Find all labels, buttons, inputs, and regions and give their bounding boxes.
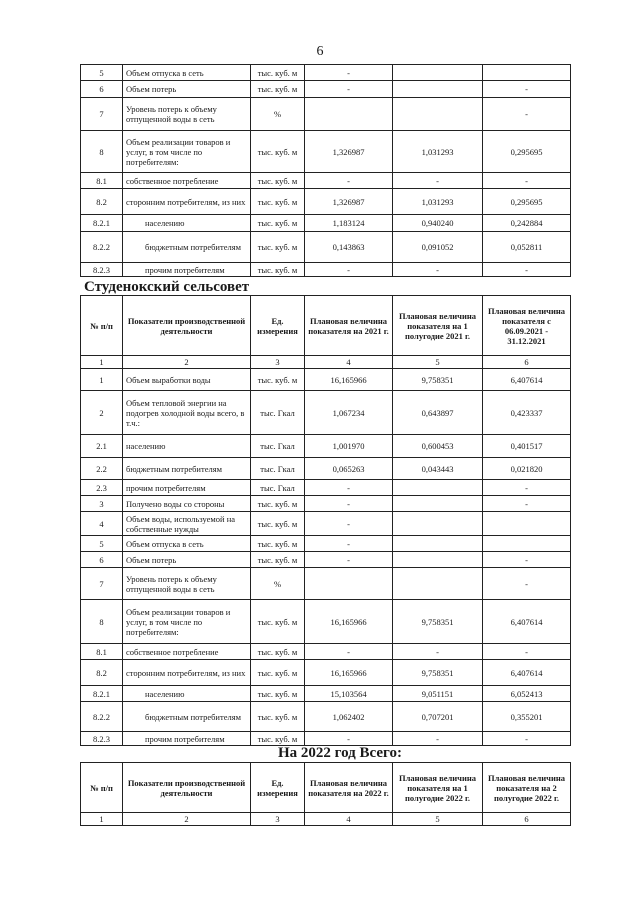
row-value-h2: -	[483, 496, 571, 512]
row-indicator: прочим потребителям	[123, 480, 251, 496]
row-indicator: Объем выработки воды	[123, 369, 251, 391]
row-unit: тыс. куб. м	[251, 732, 305, 746]
row-value-h2: 6,407614	[483, 660, 571, 686]
column-index: 1	[81, 356, 123, 369]
column-header: Ед. измерения	[251, 296, 305, 356]
table-row	[81, 660, 571, 686]
row-value-h1	[393, 480, 483, 496]
page-number: 6	[316, 44, 324, 59]
row-value-h1	[393, 536, 483, 552]
table-water-continued	[80, 64, 571, 277]
row-indicator: населению	[123, 686, 251, 702]
column-header: Плановая величина показателя с 06.09.2021 - 31.12.2021	[483, 296, 571, 356]
row-value-year: -	[305, 512, 393, 536]
row-unit: тыс. куб. м	[251, 189, 305, 215]
column-index: 3	[251, 813, 305, 826]
table-row	[81, 215, 571, 232]
row-value-h1: -	[393, 173, 483, 189]
row-value-h1	[393, 98, 483, 131]
table-row	[81, 536, 571, 552]
row-value-h1: 0,600453	[393, 435, 483, 458]
row-value-h1: 9,758351	[393, 369, 483, 391]
row-unit: тыс. куб. м	[251, 660, 305, 686]
row-indicator: бюджетным потребителям	[123, 702, 251, 732]
column-header: Показатели производственной деятельности	[123, 763, 251, 813]
row-value-year: 0,065263	[305, 458, 393, 480]
row-unit: %	[251, 568, 305, 600]
table-row	[81, 98, 571, 131]
row-value-year: 1,326987	[305, 189, 393, 215]
row-unit: тыс. куб. м	[251, 552, 305, 568]
row-indicator: бюджетным потребителям	[123, 458, 251, 480]
column-index: 5	[393, 356, 483, 369]
row-indicator: прочим потребителям	[123, 263, 251, 277]
row-value-h1	[393, 65, 483, 81]
row-value-h2: -	[483, 263, 571, 277]
row-value-year: 1,062402	[305, 702, 393, 732]
row-indicator: сторонним потребителям, из них	[123, 660, 251, 686]
table-row	[81, 391, 571, 435]
row-unit: тыс. куб. м	[251, 644, 305, 660]
row-indicator: населению	[123, 215, 251, 232]
row-number: 8.2.1	[81, 686, 123, 702]
table-row	[81, 65, 571, 81]
row-unit: тыс. куб. м	[251, 173, 305, 189]
row-unit: тыс. куб. м	[251, 512, 305, 536]
table-row	[81, 732, 571, 746]
row-indicator: бюджетным потребителям	[123, 232, 251, 263]
row-unit: тыс. куб. м	[251, 131, 305, 173]
row-value-h1: 0,043443	[393, 458, 483, 480]
row-number: 2.2	[81, 458, 123, 480]
row-number: 8.2.3	[81, 732, 123, 746]
table-row	[81, 173, 571, 189]
row-value-year: -	[305, 81, 393, 98]
table-row	[81, 686, 571, 702]
column-index: 5	[393, 813, 483, 826]
row-value-h1: 0,091052	[393, 232, 483, 263]
row-unit: тыс. Гкал	[251, 391, 305, 435]
row-value-h2: 0,021820	[483, 458, 571, 480]
section-title-studenok: Студенокский сельсовет	[84, 279, 250, 295]
row-value-h1: -	[393, 644, 483, 660]
row-indicator: собственное потребление	[123, 173, 251, 189]
row-value-h1: 9,758351	[393, 660, 483, 686]
column-header: Ед. измерения	[251, 763, 305, 813]
row-value-year: 1,183124	[305, 215, 393, 232]
row-value-year: 16,165966	[305, 600, 393, 644]
table-row	[81, 496, 571, 512]
row-indicator: сторонним потребителям, из них	[123, 189, 251, 215]
header-row	[81, 763, 571, 813]
table-row	[81, 600, 571, 644]
row-value-year: 0,143863	[305, 232, 393, 263]
table-row	[81, 232, 571, 263]
row-value-h2: 0,401517	[483, 435, 571, 458]
row-unit: тыс. куб. м	[251, 496, 305, 512]
column-header: Показатели производственной деятельности	[123, 296, 251, 356]
column-header: Плановая величина показателя на 1 полугодие 2021 г.	[393, 296, 483, 356]
column-index: 4	[305, 356, 393, 369]
row-unit: тыс. куб. м	[251, 81, 305, 98]
table-row	[81, 512, 571, 536]
row-value-h2	[483, 512, 571, 536]
column-index: 4	[305, 813, 393, 826]
row-number: 8	[81, 600, 123, 644]
table-row	[81, 435, 571, 458]
row-value-year: 15,103564	[305, 686, 393, 702]
column-header: № п/п	[81, 763, 123, 813]
row-indicator: Объем воды, используемой на собственные нужды	[123, 512, 251, 536]
row-unit: тыс. куб. м	[251, 263, 305, 277]
row-value-h2: -	[483, 568, 571, 600]
row-value-h2: -	[483, 644, 571, 660]
row-value-h1: 0,707201	[393, 702, 483, 732]
table-row	[81, 644, 571, 660]
row-number: 2.1	[81, 435, 123, 458]
row-value-year	[305, 98, 393, 131]
row-value-h1: -	[393, 732, 483, 746]
column-index: 2	[123, 813, 251, 826]
row-number: 8.2.2	[81, 232, 123, 263]
row-number: 8.2	[81, 660, 123, 686]
row-value-h1	[393, 496, 483, 512]
row-value-h2	[483, 536, 571, 552]
row-number: 8.2	[81, 189, 123, 215]
row-value-year: 1,067234	[305, 391, 393, 435]
row-value-h2: -	[483, 173, 571, 189]
section-title-2022: На 2022 год Всего:	[278, 745, 402, 761]
row-value-h1	[393, 512, 483, 536]
header-row	[81, 296, 571, 356]
row-value-year: -	[305, 263, 393, 277]
row-value-year: -	[305, 536, 393, 552]
row-value-year: 1,326987	[305, 131, 393, 173]
column-header: Плановая величина показателя на 2022 г.	[305, 763, 393, 813]
column-index: 6	[483, 356, 571, 369]
row-indicator: Уровень потерь к объему отпущенной воды в сеть	[123, 98, 251, 131]
column-header: № п/п	[81, 296, 123, 356]
row-value-h2: 0,052811	[483, 232, 571, 263]
row-indicator: Объем реализации товаров и услуг, в том числе по потребителям:	[123, 131, 251, 173]
table-2022-total	[80, 762, 571, 826]
row-value-year: -	[305, 732, 393, 746]
row-number: 8	[81, 131, 123, 173]
row-value-year: -	[305, 552, 393, 568]
column-index: 6	[483, 813, 571, 826]
row-value-h2: 6,052413	[483, 686, 571, 702]
row-value-h2	[483, 65, 571, 81]
row-value-h2: 0,295695	[483, 189, 571, 215]
row-indicator: собственное потребление	[123, 644, 251, 660]
row-unit: тыс. Гкал	[251, 458, 305, 480]
row-value-h1: 1,031293	[393, 131, 483, 173]
row-unit: тыс. Гкал	[251, 435, 305, 458]
column-index: 1	[81, 813, 123, 826]
index-row	[81, 813, 571, 826]
row-value-year: -	[305, 173, 393, 189]
row-indicator: Объем потерь	[123, 552, 251, 568]
row-indicator: Объем отпуска в сеть	[123, 536, 251, 552]
row-value-h1	[393, 568, 483, 600]
row-indicator: Объем отпуска в сеть	[123, 65, 251, 81]
row-value-h1: 1,031293	[393, 189, 483, 215]
table-row	[81, 568, 571, 600]
row-number: 8.1	[81, 173, 123, 189]
column-header: Плановая величина показателя на 2 полугодие 2022 г.	[483, 763, 571, 813]
row-value-h2: 0,295695	[483, 131, 571, 173]
row-value-year: -	[305, 480, 393, 496]
row-value-h1: -	[393, 263, 483, 277]
row-indicator: Объем тепловой энергии на подогрев холодной воды всего, в т.ч.:	[123, 391, 251, 435]
row-value-h1	[393, 81, 483, 98]
row-indicator: Объем реализации товаров и услуг, в том числе по потребителям:	[123, 600, 251, 644]
row-value-h2: 0,423337	[483, 391, 571, 435]
row-value-year: -	[305, 65, 393, 81]
table-row	[81, 263, 571, 277]
row-number: 8.1	[81, 644, 123, 660]
row-value-year: 16,165966	[305, 660, 393, 686]
row-number: 1	[81, 369, 123, 391]
row-value-h2: 6,407614	[483, 369, 571, 391]
row-unit: тыс. куб. м	[251, 215, 305, 232]
table-studenok	[80, 295, 571, 746]
row-value-h2: 6,407614	[483, 600, 571, 644]
column-index: 3	[251, 356, 305, 369]
row-number: 2	[81, 391, 123, 435]
table-row	[81, 189, 571, 215]
column-index: 2	[123, 356, 251, 369]
row-value-h1: 0,940240	[393, 215, 483, 232]
column-header: Плановая величина показателя на 2021 г.	[305, 296, 393, 356]
row-value-h1: 9,051151	[393, 686, 483, 702]
row-value-h2: -	[483, 98, 571, 131]
row-number: 8.2.1	[81, 215, 123, 232]
row-unit: тыс. куб. м	[251, 686, 305, 702]
row-number: 2.3	[81, 480, 123, 496]
row-indicator: Уровень потерь к объему отпущенной воды в сеть	[123, 568, 251, 600]
index-row	[81, 356, 571, 369]
row-value-h1: 0,643897	[393, 391, 483, 435]
row-unit: тыс. куб. м	[251, 369, 305, 391]
row-value-h2: 0,355201	[483, 702, 571, 732]
row-number: 7	[81, 98, 123, 131]
row-indicator: населению	[123, 435, 251, 458]
table-row	[81, 81, 571, 98]
row-value-h2: -	[483, 81, 571, 98]
row-unit: тыс. куб. м	[251, 65, 305, 81]
row-value-h2: -	[483, 552, 571, 568]
row-unit: тыс. куб. м	[251, 536, 305, 552]
row-number: 7	[81, 568, 123, 600]
row-value-h1	[393, 552, 483, 568]
row-unit: %	[251, 98, 305, 131]
row-value-h1: 9,758351	[393, 600, 483, 644]
row-number: 6	[81, 552, 123, 568]
table-row	[81, 131, 571, 173]
row-value-h2: -	[483, 732, 571, 746]
row-indicator: Получено воды со стороны	[123, 496, 251, 512]
row-value-year: -	[305, 644, 393, 660]
row-indicator: прочим потребителям	[123, 732, 251, 746]
row-unit: тыс. куб. м	[251, 600, 305, 644]
row-value-year: 1,001970	[305, 435, 393, 458]
table-row	[81, 552, 571, 568]
row-number: 3	[81, 496, 123, 512]
table-row	[81, 369, 571, 391]
row-value-year: 16,165966	[305, 369, 393, 391]
table-row	[81, 702, 571, 732]
row-number: 5	[81, 536, 123, 552]
row-number: 8.2.3	[81, 263, 123, 277]
row-number: 4	[81, 512, 123, 536]
row-number: 5	[81, 65, 123, 81]
row-number: 6	[81, 81, 123, 98]
row-value-h2: 0,242884	[483, 215, 571, 232]
table-row	[81, 458, 571, 480]
table-row	[81, 480, 571, 496]
row-value-h2: -	[483, 480, 571, 496]
row-unit: тыс. куб. м	[251, 232, 305, 263]
row-value-year: -	[305, 496, 393, 512]
row-indicator: Объем потерь	[123, 81, 251, 98]
row-value-year	[305, 568, 393, 600]
row-unit: тыс. Гкал	[251, 480, 305, 496]
column-header: Плановая величина показателя на 1 полугодие 2022 г.	[393, 763, 483, 813]
row-number: 8.2.2	[81, 702, 123, 732]
row-unit: тыс. куб. м	[251, 702, 305, 732]
